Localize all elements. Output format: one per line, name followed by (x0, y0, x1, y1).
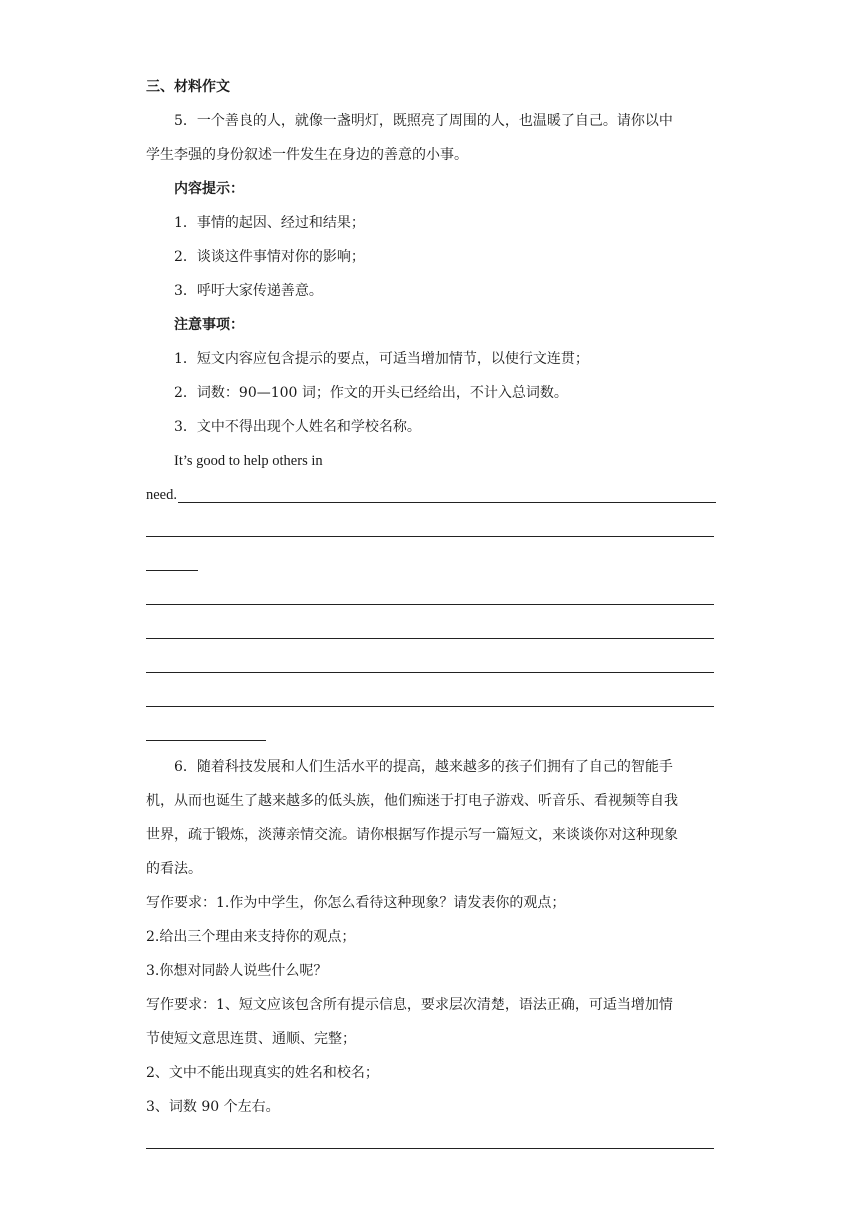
q5-prompt-line-2: 学生李强的身份叙述一件发生在身边的善意的小事。 (146, 147, 468, 163)
q6-requirement-2-line-1: 写作要求：1、短文应该包含所有提示信息，要求层次清楚，语法正确，可适当增加情 (146, 997, 673, 1013)
q6-requirement-1-line-1: 写作要求：1.作为中学生，你怎么看待这种现象？请发表你的观点； (146, 895, 566, 911)
essay-answer-line-5[interactable] (146, 614, 716, 648)
q5-prompt-line-1: 5．一个善良的人，就像一盏明灯，既照亮了周围的人，也温暖了自己。请你以中 (174, 113, 673, 129)
q6-prompt-line-3: 世界，疏于锻炼，淡薄亲情交流。请你根据写作提示写一篇短文，来谈谈你对这种现象 (146, 827, 678, 843)
hint-item-1: 1．事情的起因、经过和结果； (174, 215, 365, 231)
q6-requirement-2-line-4: 3、词数 90 个左右。 (146, 1099, 280, 1115)
q6-requirement-2-line-3: 2、文中不能出现真实的姓名和校名； (146, 1065, 379, 1081)
q6-requirement-1-line-2: 2.给出三个理由来支持你的观点； (146, 929, 356, 945)
essay-answer-line-2[interactable] (146, 512, 716, 546)
document-page (146, 70, 716, 1158)
essay-start-word: need. (146, 487, 177, 503)
note-item-3: 3．文中不得出现个人姓名和学校名称。 (174, 419, 421, 435)
essay-answer-line-6[interactable] (146, 648, 716, 682)
note-item-1: 1．短文内容应包含提示的要点，可适当增加情节，以使行文连贯； (174, 351, 589, 367)
essay-answer-line-3[interactable] (146, 546, 716, 580)
note-item-2: 2．词数：90—100 词；作文的开头已经给出，不计入总词数。 (174, 385, 568, 401)
essay-answer-line-4[interactable] (146, 580, 716, 614)
essay-answer-line-1[interactable] (146, 478, 716, 512)
q6-prompt-line-2: 机，从而也诞生了越来越多的低头族，他们痴迷于打电子游戏、听音乐、看视频等自我 (146, 793, 678, 809)
q6-requirement-1-line-3: 3.你想对同龄人说些什么呢？ (146, 963, 328, 979)
section-heading: 三、材料作文 (146, 79, 230, 95)
hint-item-2: 2．谈谈这件事情对你的影响； (174, 249, 365, 265)
essay-answer-line-7[interactable] (146, 682, 716, 716)
notes-label: 注意事项： (174, 317, 244, 333)
q6-prompt-line-1: 6．随着科技发展和人们生活水平的提高，越来越多的孩子们拥有了自己的智能手 (174, 759, 673, 775)
q6-answer-line-1[interactable] (146, 1124, 716, 1158)
q6-prompt-line-4: 的看法。 (146, 861, 202, 877)
essay-start-line: It’s good to help others in (174, 453, 323, 469)
essay-answer-line-8[interactable] (146, 716, 716, 750)
content-hint-label: 内容提示： (174, 181, 244, 197)
answer-underline (178, 502, 716, 503)
q6-requirement-2-line-2: 节使短文意思连贯、通顺、完整； (146, 1031, 356, 1047)
hint-item-3: 3．呼吁大家传递善意。 (174, 283, 323, 299)
